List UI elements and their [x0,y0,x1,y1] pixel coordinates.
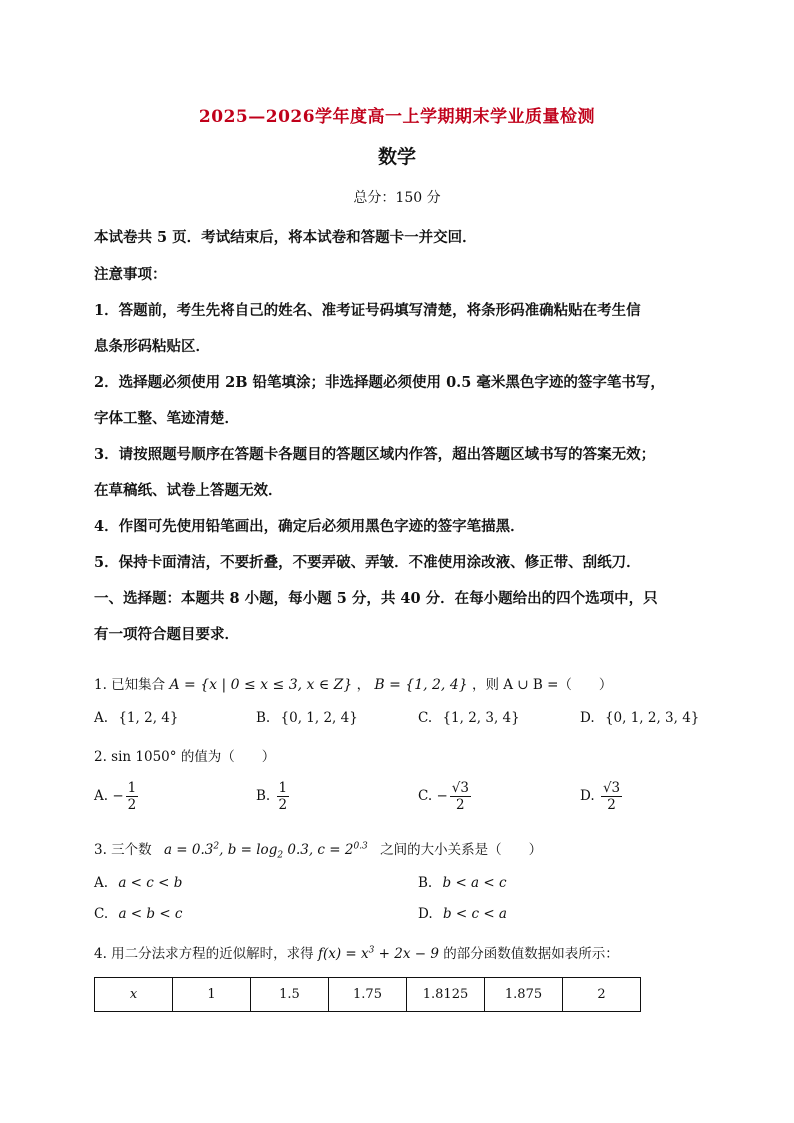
q3-option-d-label: D. [418,906,433,922]
q3-option-b [418,875,507,891]
q2-option-a-fraction [126,780,139,813]
q2-option-d-fraction [601,780,622,813]
notice-4: 4．作图可先使用铅笔画出，确定后必须用黑色字迹的签字笔描黑． [94,518,525,535]
q3-option-c-label: C. [94,906,109,922]
q3-option-b-value: b < a < c [442,875,507,891]
q1-option-d-value: {0, 1, 2, 3, 4} [604,710,700,726]
q1-option-a-value: {1, 2, 4} [118,710,179,726]
q1-option-a-label: A. [94,710,109,726]
q3-c-exp: 0.3 [353,841,368,852]
q2-option-c-num: √3 [451,780,469,796]
q1-suffix: ，则 A ∪ B =（ ） [471,677,613,693]
q2-option-c [418,780,473,813]
table-cell: 1.5 [251,978,329,1012]
notice-5: 5．保持卡面清洁，不要折叠，不要弄破、弄皱．不准使用涂改液、修正带、刮纸刀． [94,554,641,571]
q4-value-table [94,977,641,1012]
section1-heading: 一、选择题：本题共 8 小题，每小题 5 分，共 40 分．在每小题给出的四个选项中，只 [94,590,658,607]
q3-option-a [94,875,182,891]
table-cell: 1.75 [329,978,407,1012]
table-row [95,978,641,1012]
question-4 [94,942,619,962]
q2-option-d-label: D. [580,788,595,804]
notice-3b: 在草稿纸、试卷上答题无效． [94,482,283,499]
q1-option-b [256,710,358,726]
section1-heading-cont: 有一项符合题目要求． [94,626,239,643]
intro-pages: 本试卷共 5 页．考试结束后，将本试卷和答题卡一并交回． [94,229,477,246]
notice-heading: 注意事项： [94,266,167,283]
q3-option-a-value: a < c < b [118,875,183,891]
q1-sep: ， [356,677,371,693]
question-2 [94,745,275,765]
table-cell: 1.875 [485,978,563,1012]
q2-option-a-num: 1 [127,780,137,796]
q2-option-b-den: 2 [278,797,288,813]
subject-title: 数学 [377,146,416,168]
table-cell: 1.8125 [407,978,485,1012]
q2-suffix: 的值为（ ） [180,749,276,765]
total-score: 总分：150 分 [353,190,441,206]
notice-2b: 字体工整、笔迹清楚． [94,410,239,427]
q4-function [318,946,439,962]
question-1 [94,673,612,693]
notice-1a: 1．答题前，考生先将自己的姓名、准考证号码填写清楚，将条形码准确粘贴在考生信 [94,302,641,319]
q2-option-d-num: √3 [602,780,621,796]
q2-option-c-fraction [450,780,471,813]
q2-expr: sin 1050° [111,749,177,765]
q3-option-a-label: A. [94,875,109,891]
q1-option-a [94,710,178,726]
notice-2a: 2．选择题必须使用 2B 铅笔填涂；非选择题必须使用 0.5 毫米黑色字迹的签字笔书写， [94,374,665,391]
q4-exp: 3 [368,945,375,956]
q3-option-d [418,906,507,922]
q3-b-base: 2 [277,850,284,861]
q4-prefix: 4. 用二分法求方程的近似解时，求得 [94,946,314,962]
q2-option-a [94,780,140,813]
question-3 [94,838,542,861]
q3-b2: 0.3, c = 2 [283,842,354,858]
notice-1b: 息条形码粘贴区． [94,338,210,355]
q2-option-c-sign: − [436,788,448,804]
q1-option-b-label: B. [256,710,271,726]
table-cell: 2 [563,978,641,1012]
notice-3a: 3．请按照题号顺序在答题卡各题目的答题区域内作答，超出答题区域书写的答案无效； [94,446,656,463]
q3-expression [163,841,368,861]
q1-option-c-label: C. [418,710,433,726]
q1-option-d [580,710,699,726]
q2-option-a-sign: − [112,788,124,804]
q1-prefix: 1. 已知集合 [94,677,166,693]
q3-a: a = 0.3 [163,842,214,858]
q1-option-c-value: {1, 2, 3, 4} [442,710,520,726]
q2-option-b-label: B. [256,788,271,804]
q2-option-a-den: 2 [127,797,137,813]
q3-option-c [94,906,182,922]
q3-suffix: 之间的大小关系是（ ） [380,842,543,858]
table-cell-x-header: x [95,978,173,1012]
q3-option-d-value: b < c < a [442,906,507,922]
q4-suffix: 的部分函数值数据如表所示： [443,946,619,962]
q2-option-b-fraction [277,780,290,813]
q4-func2: + 2x − 9 [374,946,439,962]
q1-option-b-value: {0, 1, 2, 4} [280,710,358,726]
q1-option-c [418,710,520,726]
q2-prefix: 2. [94,749,112,765]
q2-option-a-label: A. [94,788,109,804]
q2-option-d [580,780,624,813]
q2-option-c-den: 2 [456,797,465,813]
q4-func: f(x) = x [317,946,369,962]
q2-option-c-label: C. [418,788,433,804]
q2-option-b [256,780,291,813]
q3-option-c-value: a < b < c [118,906,183,922]
q2-option-b-num: 1 [278,780,288,796]
q3-b: , b = log [219,842,278,858]
q1-set-b: B = {1, 2, 4} [374,677,468,693]
q1-option-d-label: D. [580,710,595,726]
q2-option-d-den: 2 [607,797,616,813]
table-cell: 1 [173,978,251,1012]
q3-prefix: 3. 三个数 [94,842,152,858]
q3-a-exp: 2 [213,841,220,852]
q1-set-a: A = {x | 0 ≤ x ≤ 3, x ∈ Z} [169,677,353,693]
exam-title: 2025—2026学年度高一上学期期末学业质量检测 [198,107,596,127]
q3-option-b-label: B. [418,875,433,891]
